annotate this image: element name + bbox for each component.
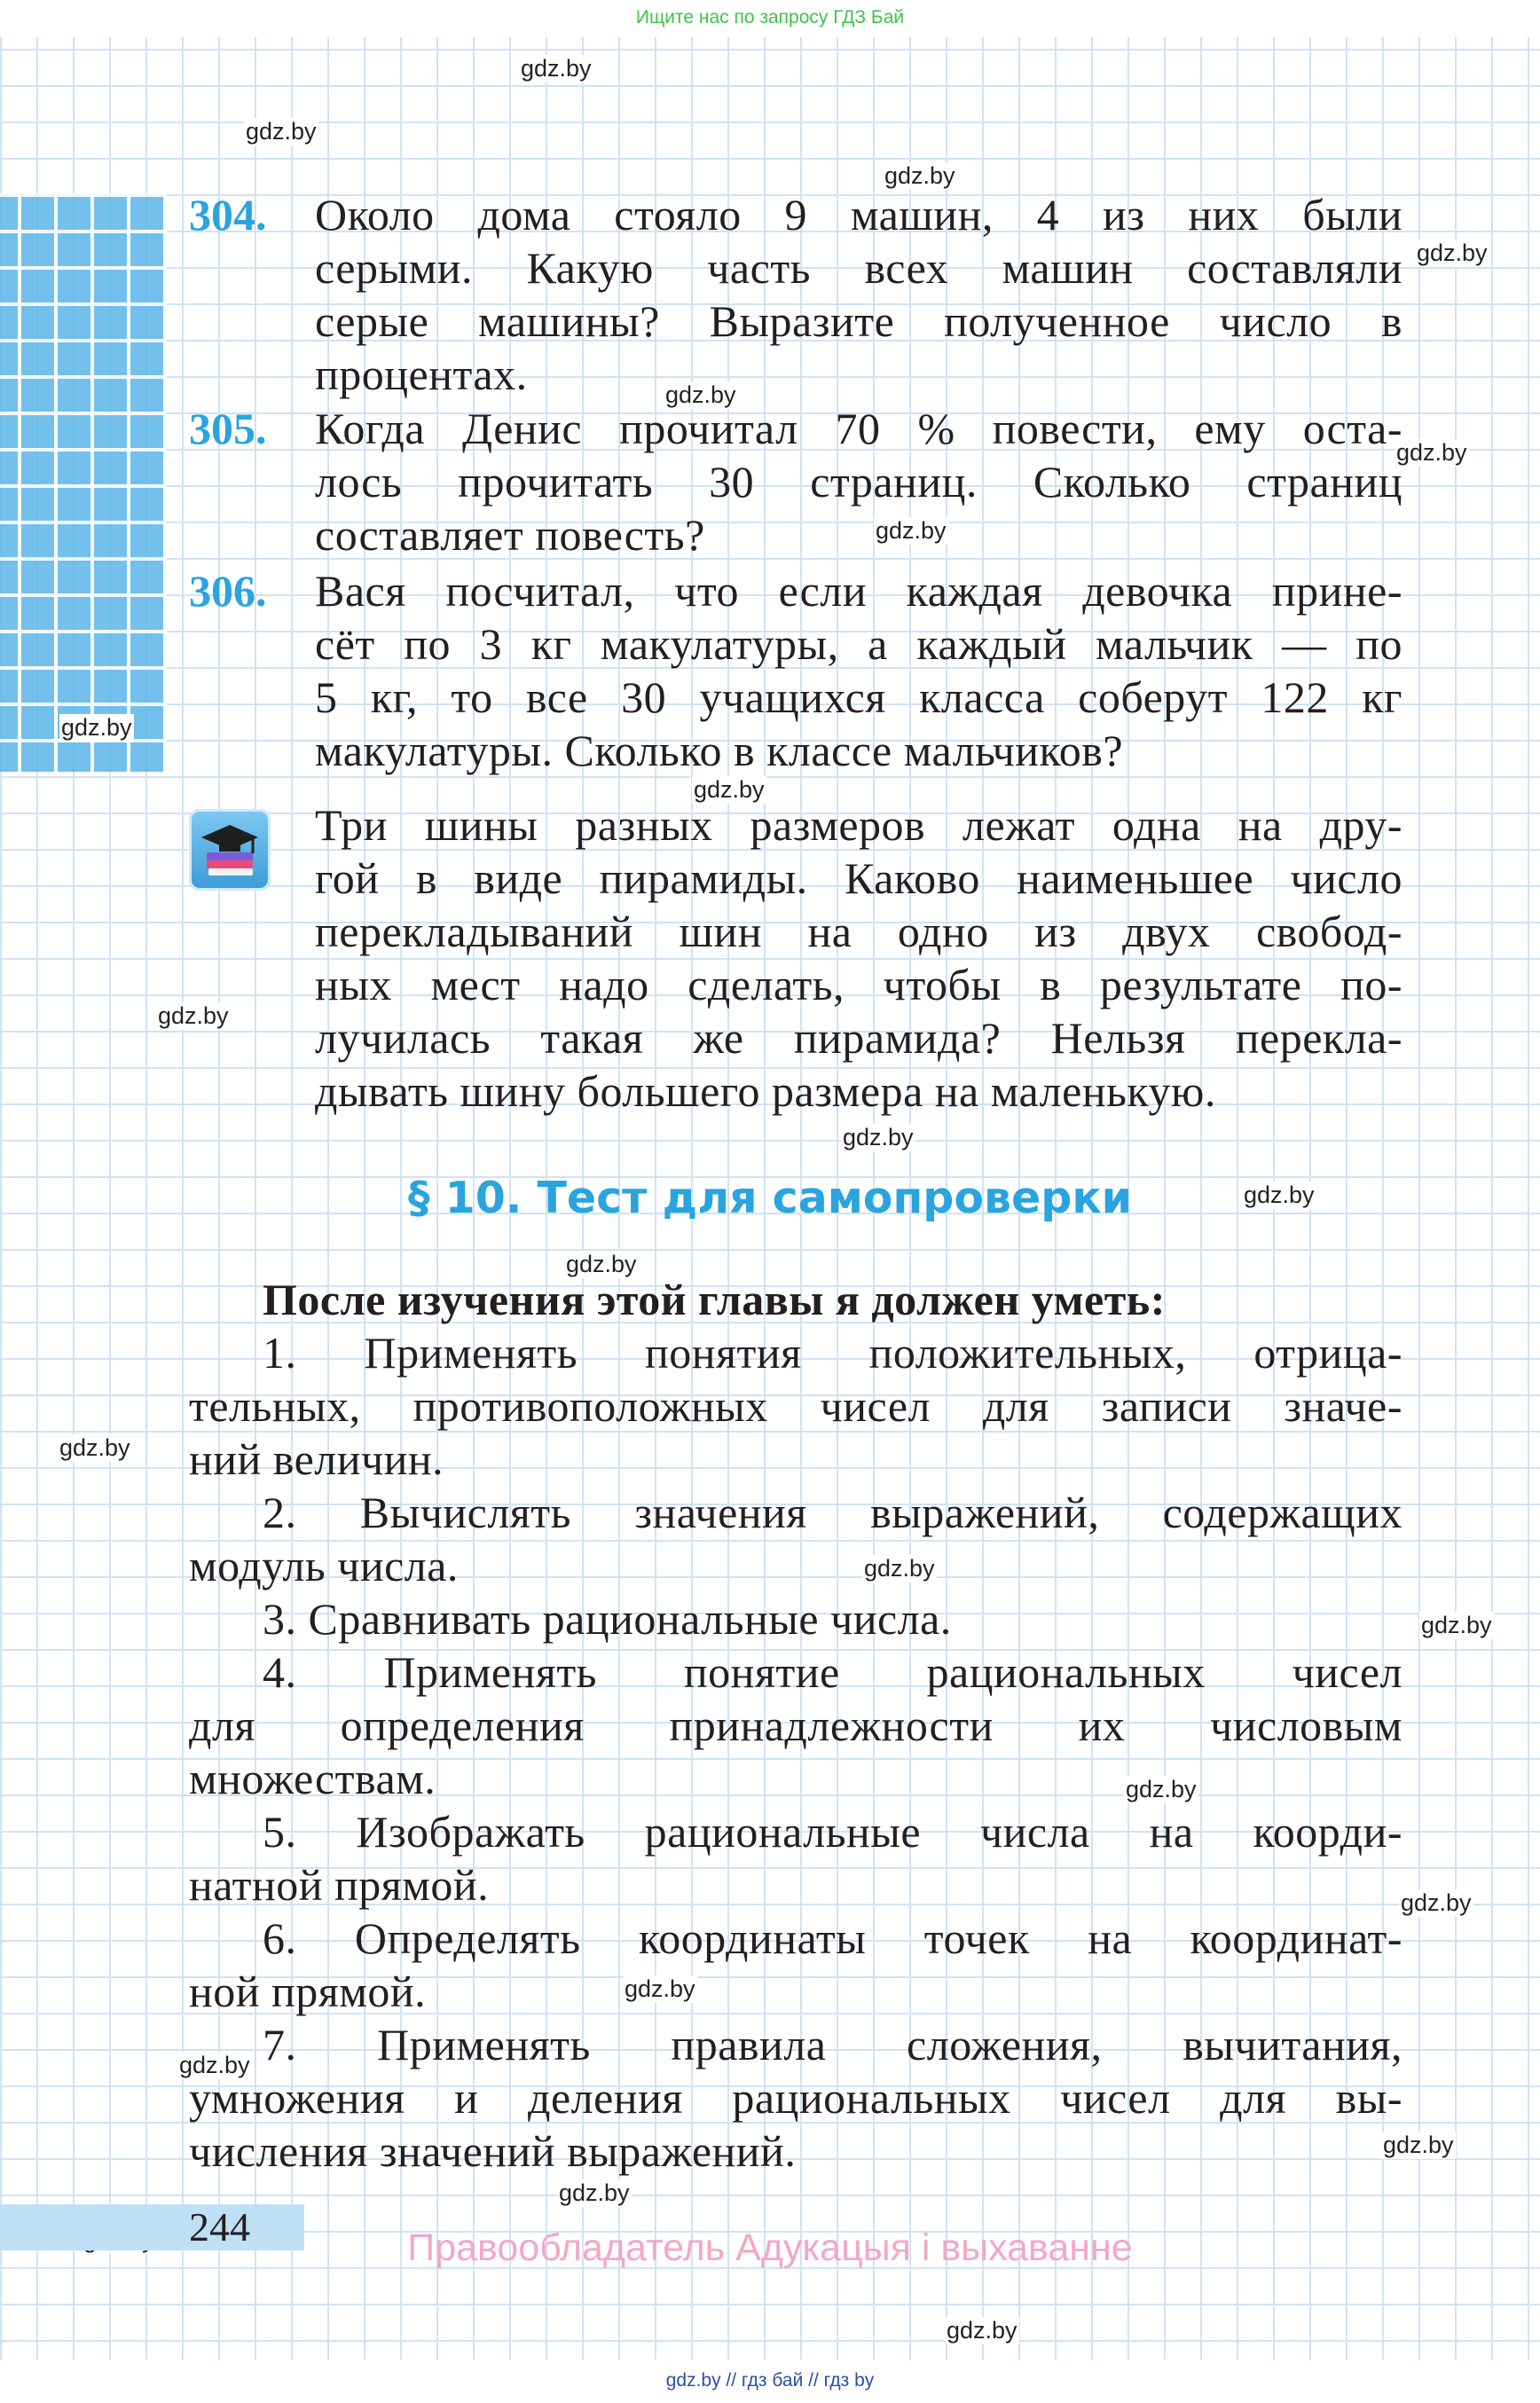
top-banner: Ищите нас по запросу ГДЗ Бай [0, 0, 1540, 37]
watermark: gdz.by [947, 2317, 1018, 2344]
skill-item: 3. Сравнивать рациональные числа. [263, 1594, 952, 1644]
watermark: gdz.by [1126, 1776, 1197, 1802]
problem-text: Около дома стояло 9 машин, 4 из них были серыми. Какую часть всех машин составляли серые машины? Выразите полученное число в процентах. [315, 190, 1402, 399]
watermark: gdz.by [521, 55, 592, 82]
page-number: 244 [189, 2204, 250, 2250]
watermark: gdz.by [1421, 1612, 1492, 1638]
problem-number: 304. [189, 190, 267, 240]
watermark: gdz.by [61, 714, 132, 741]
section-title: § 10. Тест для самопроверки [408, 1173, 1132, 1223]
watermark: gdz.by [1383, 2132, 1454, 2158]
watermark: gdz.by [665, 381, 736, 408]
skill-item: 1. Применять понятия положительных, отрица- [263, 1328, 1402, 1378]
watermark: gdz.by [1401, 1889, 1472, 1916]
watermark: gdz.by [179, 2052, 250, 2078]
problem-number: 306. [189, 566, 267, 616]
watermark: gdz.by [1244, 1182, 1315, 1208]
skill-item: 2. Вычислять значения выражений, содержащих [263, 1488, 1402, 1537]
skill-item: 7. Применять правила сложения, вычитания, [263, 2020, 1402, 2069]
watermark: gdz.by [246, 118, 317, 145]
skill-item: 6. Определять координаты точек на координат- [263, 1913, 1402, 1963]
skill-item: 5. Изображать рациональные числа на коорди- [263, 1807, 1402, 1857]
skills-intro: После изучения этой главы я должен уметь: [263, 1275, 1166, 1324]
copyright-notice: Правообладатель Адукацыя і выхаванне [407, 2226, 1133, 2269]
watermark: gdz.by [1396, 439, 1467, 466]
graduation-cap-books-icon [189, 809, 271, 891]
puzzle-text: Три шины разных размеров лежат одна на дру- гой в виде пирамиды. Каково наименьшее число перекладываний шин на одно из двух свобод- ных мест надо сделать, чтобы в результате по- лучилась такая же пирамида? Нельзя перекла- дывать шину большего размера на маленькую. [315, 800, 1402, 1116]
problem-number: 305. [189, 404, 267, 453]
bottom-banner: gdz.by // гдз бай // гдз by [0, 2360, 1540, 2403]
watermark: gdz.by [876, 517, 947, 544]
watermark: gdz.by [694, 776, 765, 803]
watermark: gdz.by [864, 1555, 935, 1582]
problem-text: Когда Денис прочитал 70 % повести, ему оста- лось прочитать 30 страниц. Сколько страниц составляет повесть? [315, 404, 1402, 560]
watermark: gdz.by [158, 1002, 229, 1029]
problem-text: Вася посчитал, что если каждая девочка прине- сёт по 3 кг макулатуры, а каждый мальчик — по 5 кг, то все 30 учащихся класса соберут 122 кг макулатуры. Сколько в классе мальчиков? [315, 566, 1402, 775]
skills-list: После изучения этой главы я должен уметь: 1. Применять понятия положительных, отрица- тельных, противоположных чисел для записи значе- ний величин. 2. Вычислять значения выражений, содержащих модуль числа. 3. Сравнивать рациональные числа. 4. Применять понятие рациональных чисел для определения принадлежности их числовым множествам. 5. Изображать рациональные числа на коорди- натной прямой. 6. Определять координаты точек на координат- ной прямой. 7. Применять правила сложения, вычитания, умножения и деления рациональных чисел для вы- числения значений выражений. [189, 1275, 1402, 2176]
decorative-tile-column [0, 193, 167, 772]
watermark: gdz.by [1417, 240, 1488, 266]
watermark: gdz.by [843, 1124, 914, 1150]
graduation-cap-books-icon-graphic [189, 809, 271, 891]
watermark: gdz.by [625, 1975, 695, 2002]
skill-item: 4. Применять понятие рациональных чисел [263, 1647, 1402, 1697]
watermark: gdz.by [559, 2179, 630, 2206]
watermark: gdz.by [59, 1434, 130, 1461]
watermark: gdz.by [884, 162, 955, 189]
watermark: gdz.by [566, 1251, 637, 1277]
